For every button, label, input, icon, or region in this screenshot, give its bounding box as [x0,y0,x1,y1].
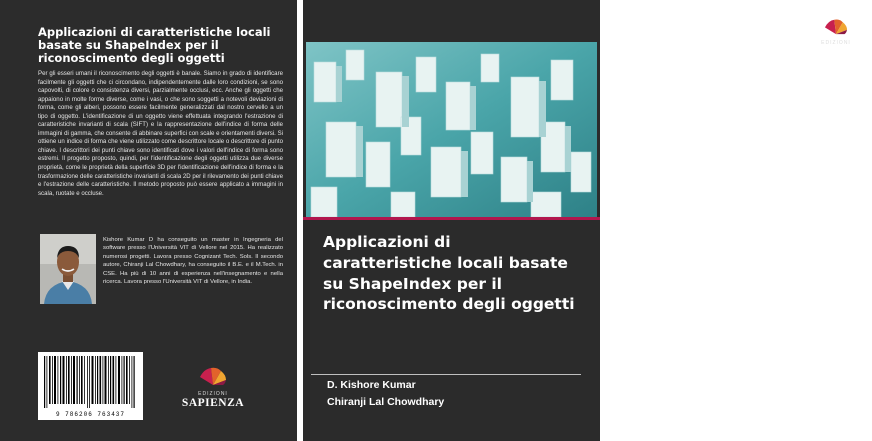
publisher-logo-back [178,366,248,414]
author-bio: Kishore Kumar D ha conseguito un master in Ingegneria del software presso l'Università VIT di Vellore nel 2015. Ha realizzato numerosi progetti. Lavora presso Cognizant Tech. Sols. Il secondo autore, Chiranji Lal Chowdhary, ha conseguito il B.E. e il M.Tech. in CSE. Ha più di 10 anni di esperienza nell'insegnamento e nella ricerca. Lavora presso l'Università VIT di Vellore, in India. [103,237,283,286]
author-photo [40,234,96,304]
author-name-1: D. Kishore Kumar [327,379,416,391]
author-name-2: Chiranji Lal Chowdhary [327,396,445,408]
barcode [38,352,143,420]
back-cover-title: Applicazioni di caratteristiche locali basate su ShapeIndex per il riconoscimento degli oggetti [38,25,271,65]
author-divider [311,374,581,375]
fan-logo-icon [198,366,228,386]
fan-logo-icon [823,18,849,35]
back-cover-description: Per gli esseri umani il riconoscimento degli oggetti è banale. Siamo in grado di identificare facilmente gli oggetti che ci circondano, indipendentemente dalle loro condizioni, se sono capovolti, di colore o consistenza diversi, parzialmente occlusi, ecc. Anche gli oggetti che appaiono in molte forme diverse, come i vasi, o che sono soggetti a notevoli deviazioni di forma, come gli alberi, possono essere facilmente generalizzati dal nostro cervello a un tipo di oggetto. L'identificazione di un oggetto viene effettuata integrando l'estrazione di caratteristiche invarianti di scala (SIFT) e la rappresentazione dell'indice di forma delle immagini di gamma, che consente di abbinare superfici con scale e orientamenti diversi. Si ottiene un indice di forma che viene utilizzato come descrittore locale o descrittore di punto chiave. I descrittori dei punti chiave sono identificati dove i valori dell'indice di forma sono estremi. Il progetto proposto, quindi, per l'identificazione degli oggetti utilizza due diverse proprietà, come le proprietà della superficie 3D per l'identificazione dell'indice di forma e la trasformazione delle caratteristiche invarianti di scala 2D per il rilevamento dei punti chiave e l'estrazione delle caratteristiche. Il metodo proposto può essere applicato a immagini in scala, ruotate e occluse. [38,70,283,197]
cover-image-3d-blocks [306,42,597,217]
barcode-bars [38,352,143,410]
accent-bar [303,217,600,220]
back-cover [0,0,297,441]
publisher-edizioni: EDIZIONI [198,391,228,397]
publisher-logo-front [800,18,872,60]
publisher-name-front: SAPIENZA [804,46,868,58]
publisher-name: SAPIENZA [181,397,245,409]
barcode-digits: 9 786206 763437 [55,411,125,418]
author-portrait [40,234,96,304]
publisher-edizioni-front: EDIZIONI [821,40,851,46]
front-cover-title: Applicazioni di caratteristiche locali basate su ShapeIndex per il riconoscimento degli oggetti [323,233,575,314]
